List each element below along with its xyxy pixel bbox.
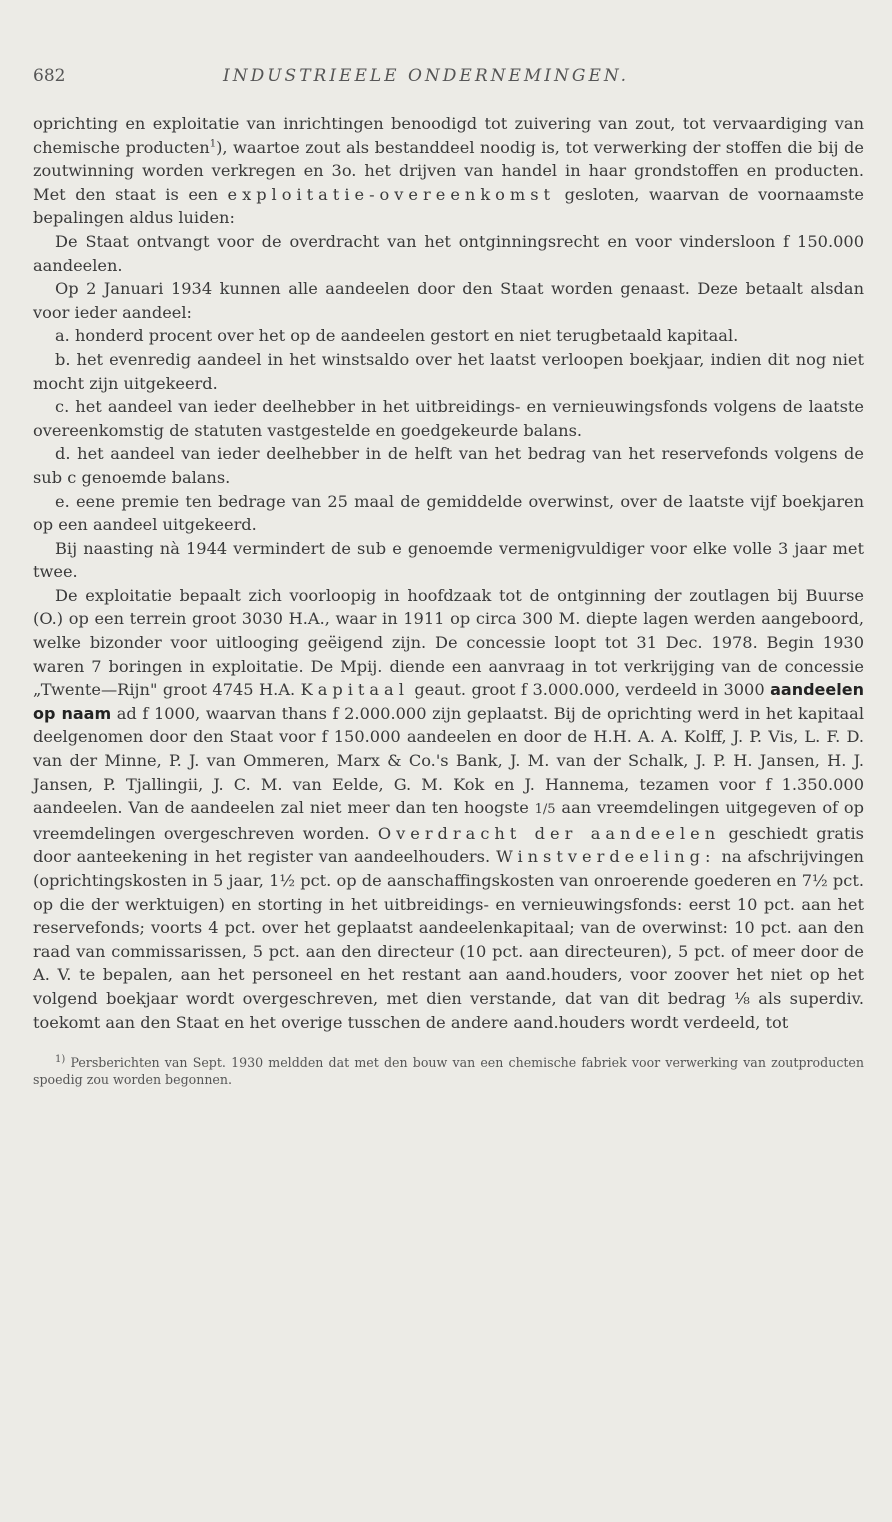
list-item-a: a. honderd procent over het op de aandeelen gestort en niet terugbetaald kapitaal.: [55, 326, 739, 346]
paragraph-exploitatie: De exploitatie bepaalt zich voorloopig in hoofdzaak tot de ontginning der zoutlagen bij Buurse (O.) op een terrein groot 3030 H.A., waar in 1911 op circa 300 M. diepte lagen werden aangeboord, welke bizonder voor uitlooging geëigend zijn. De concessie loopt tot 31 Dec. 1978. Begin 1930 waren 7 boringen in exploitatie. De Mpij. diende een aanvraag in tot verkrijging van de concessie „Twente—Rijn" groot 4745 H.A. Kapitaal geaut. groot f 3.000.000, verdeeld in 3000 aandeelen op naam ad f 1000, waarvan thans f 2.000.000 zijn geplaatst. Bij de oprichting werd in het kapitaal deelgenomen door den Staat voor f 150.000 aandeelen en door de H.H. A. A. Kolff, J. P. Vis, L. F. D. van der Minne, P. J. van Ommeren, Marx & Co.'s Bank, J. M. van der Schalk, J. P. H. Jansen, H. J. Jansen, P. Tjallingii, J. C. M. van Eelde, G. M. Kok en J. Hannema, tezamen voor f 1.350.000 aandeelen. Van de aandeelen zal niet meer dan ten hoogste 1/5 aan vreemdelingen uitgegeven of op vreemdelingen overgeschreven worden. Overdracht der aandeelen geschiedt gratis door aanteekening in het register van aandeelhouders. Winstverdeeling: na afschrijvingen (oprichtingskosten in 5 jaar, 1½ pct. op de aanschaffingskosten van onroerende goederen en 7½ pct. op die der werktuigen) en storting in het uitbreidings- en vernieuwingsfonds: eerst 10 pct. aan het reservefonds; voorts 4 pct. over het geplaatst aandeelenkapitaal; van de overwinst: 10 pct. aan den raad van commissarissen, 5 pct. aan den directeur (10 pct. aan directeuren), 5 pct. of meer door de A. V. te bepalen, aan het personeel en het restant aan aand.houders, voor zoover het niet op het volgend boekjaar wordt overgeschreven, met dien verstande, dat van dit bedrag ⅛ als superdiv. toekomt aan den Staat en het overige tusschen de andere aand.houders wordt verdeeld, tot: [33, 585, 865, 1032]
fraction: 1/5: [534, 802, 556, 818]
list-item-b: b. het evenredig aandeel in het winstsaldo over het laatst verloopen boekjaar, indien dit nog niet mocht zijn uitgekeerd.: [33, 349, 864, 393]
spaced-term-overdracht: Overdracht der aandeelen: [377, 823, 721, 843]
paragraph-naasting: Op 2 Januari 1934 kunnen alle aandeelen door den Staat worden genaast. Deze betaalt alsdan voor ieder aandeel:: [33, 279, 864, 322]
spaced-term-winstverdeeling: Winstverdeeling:: [496, 847, 716, 867]
page-number: 682: [33, 66, 66, 86]
page-header: [33, 66, 864, 86]
list-item-d: d. het aandeel van ieder deelhebber in de helft van het bedrag van het reservefonds volgens de sub c genoemde balans.: [33, 444, 864, 487]
body-text: [33, 112, 864, 1034]
spaced-term-exploitatie-overeenkomst: exploitatie-overeenkomst: [227, 184, 556, 204]
spaced-term-kapitaal: Kapitaal: [300, 680, 409, 700]
footnote: [33, 1054, 864, 1088]
footnotes: [33, 1054, 864, 1088]
paragraph-vermenigvuldiger: Bij naasting nà 1944 vermindert de sub e genoemde vermenigvuldiger voor elke volle 3 jaar met twee.: [33, 538, 864, 582]
footnote-reference: 1: [209, 138, 217, 150]
footnote-text: Persberichten van Sept. 1930 meldden dat met den bouw van een chemische fabriek voor verwerking van zoutproducten spoedig zou worden begonnen.: [33, 1055, 864, 1088]
list-item-c: c. het aandeel van ieder deelhebber in het uitbreidings- en vernieuwingsfonds volgens de laatste overeenkomstig de statuten vastgestelde en goedgekeurde balans.: [33, 397, 864, 440]
paragraph-vindersloon: De Staat ontvangt voor de overdracht van het ontginningsrecht en voor vindersloon f 150.000 aandeelen.: [33, 231, 864, 275]
footnote-marker: 1): [55, 1053, 66, 1065]
list-item-e: e. eene premie ten bedrage van 25 maal de gemiddelde overwinst, over de laatste vijf boekjaren op een aandeel uitgekeerd.: [33, 491, 864, 535]
running-title: INDUSTRIEELE ONDERNEMINGEN.: [223, 66, 630, 86]
paragraph-intro: oprichting en exploitatie van inrichtingen benoodigd tot zuivering van zout, tot vervaardiging van chemische producten$^1$), waartoe zout als bestanddeel noodig is, tot verwerking der stoffen die bij de zoutwinning worden verkregen en 3o. het drijven van handel in haar grondstoffen en producten. Met den staat is een exploitatie-overeenkomst gesloten, waarvan de voornaamste bepalingen aldus luiden:: [33, 114, 864, 228]
bold-term-aandeelen-op-naam: aandeelen op naam: [33, 680, 864, 723]
